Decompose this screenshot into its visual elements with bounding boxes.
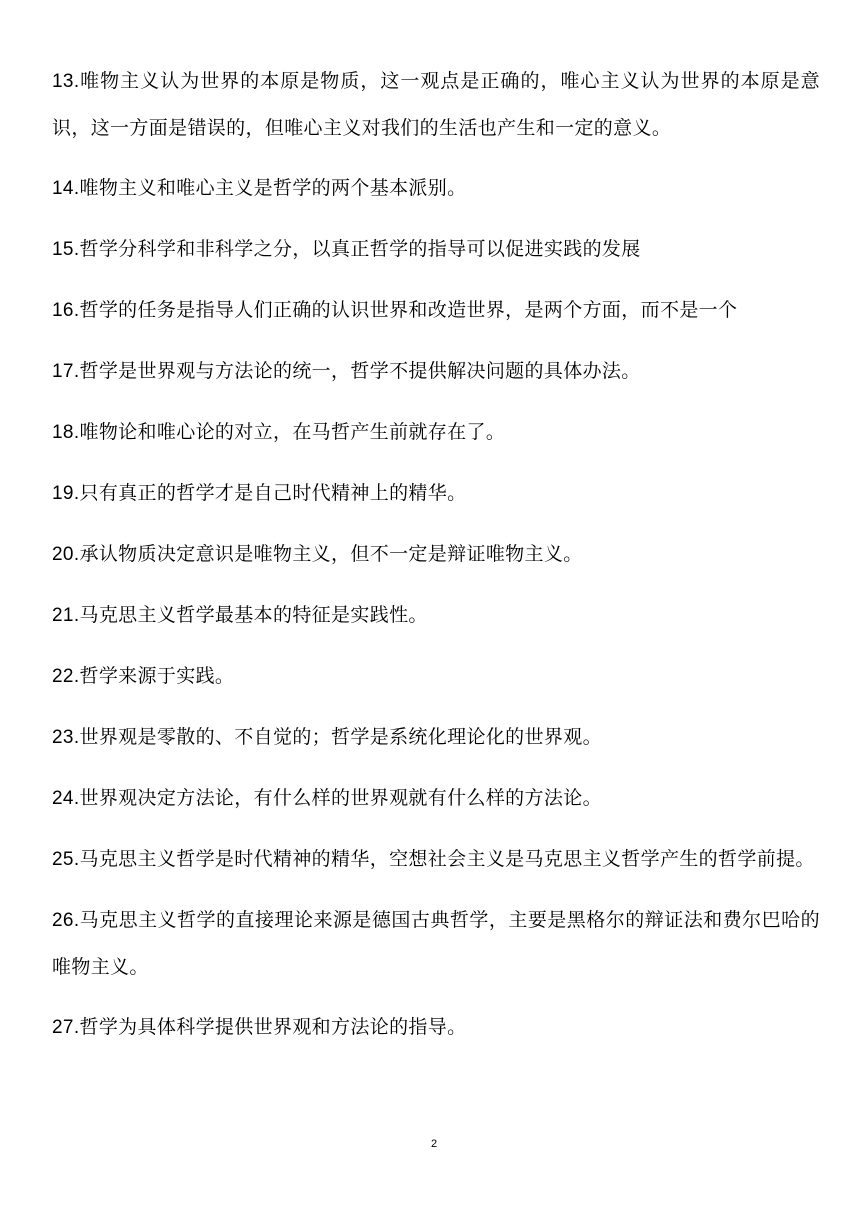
item-number: 16.: [52, 300, 80, 321]
list-item: [52, 897, 820, 990]
list-item: [52, 775, 820, 822]
item-text: 哲学为具体科学提供世界观和方法论的指导。: [79, 1016, 467, 1038]
item-text: 哲学来源于实践。: [79, 665, 235, 687]
item-text: 唯物主义认为世界的本原是物质，这一观点是正确的，唯心主义认为世界的本原是意识，这一方面是错误的，但唯心主义对我们的生活也产生和一定的意义。: [52, 70, 820, 139]
list-item: [52, 1004, 820, 1051]
item-text: 世界观决定方法论，有什么样的世界观就有什么样的方法论。: [79, 787, 602, 809]
list-item: [52, 592, 820, 639]
item-number: 27.: [52, 1017, 80, 1038]
item-number: 24.: [52, 788, 80, 809]
list-item: [52, 58, 820, 151]
list-item: [52, 226, 820, 273]
item-text: 只有真正的哲学才是自己时代精神上的精华。: [79, 482, 467, 504]
item-number: 26.: [52, 910, 80, 931]
item-text: 马克思主义哲学最基本的特征是实践性。: [79, 604, 428, 626]
list-item: [52, 653, 820, 700]
item-text: 马克思主义哲学的直接理论来源是德国古典哲学，主要是黑格尔的辩证法和费尔巴哈的唯物主义。: [52, 909, 820, 978]
list-item: [52, 348, 820, 395]
item-text: 哲学是世界观与方法论的统一，哲学不提供解决问题的具体办法。: [79, 360, 641, 382]
list-item: [52, 165, 820, 212]
item-number: 19.: [52, 483, 80, 504]
list-item: [52, 470, 820, 517]
item-number: 25.: [52, 849, 80, 870]
item-number: 13.: [52, 71, 80, 92]
item-text: 马克思主义哲学是时代精神的精华，空想社会主义是马克思主义哲学产生的哲学前提。: [79, 848, 815, 870]
item-number: 18.: [52, 422, 80, 443]
item-text: 承认物质决定意识是唯物主义，但不一定是辩证唯物主义。: [79, 543, 583, 565]
statement-list: [52, 58, 820, 1065]
item-number: 17.: [52, 361, 80, 382]
item-number: 21.: [52, 605, 80, 626]
item-text: 哲学的任务是指导人们正确的认识世界和改造世界，是两个方面，而不是一个: [79, 299, 738, 321]
item-number: 15.: [52, 239, 80, 260]
item-number: 20.: [52, 544, 80, 565]
item-number: 23.: [52, 727, 80, 748]
item-number: 14.: [52, 178, 80, 199]
item-text: 唯物主义和唯心主义是哲学的两个基本派别。: [79, 177, 467, 199]
item-number: 22.: [52, 666, 80, 687]
item-text: 世界观是零散的、不自觉的；哲学是系统化理论化的世界观。: [79, 726, 602, 748]
item-text: 哲学分科学和非科学之分，以真正哲学的指导可以促进实践的发展: [79, 238, 641, 260]
list-item: [52, 287, 820, 334]
list-item: [52, 836, 820, 883]
page-number: 2: [430, 1138, 438, 1150]
list-item: [52, 409, 820, 456]
list-item: [52, 531, 820, 578]
item-text: 唯物论和唯心论的对立，在马哲产生前就存在了。: [79, 421, 506, 443]
list-item: [52, 714, 820, 761]
